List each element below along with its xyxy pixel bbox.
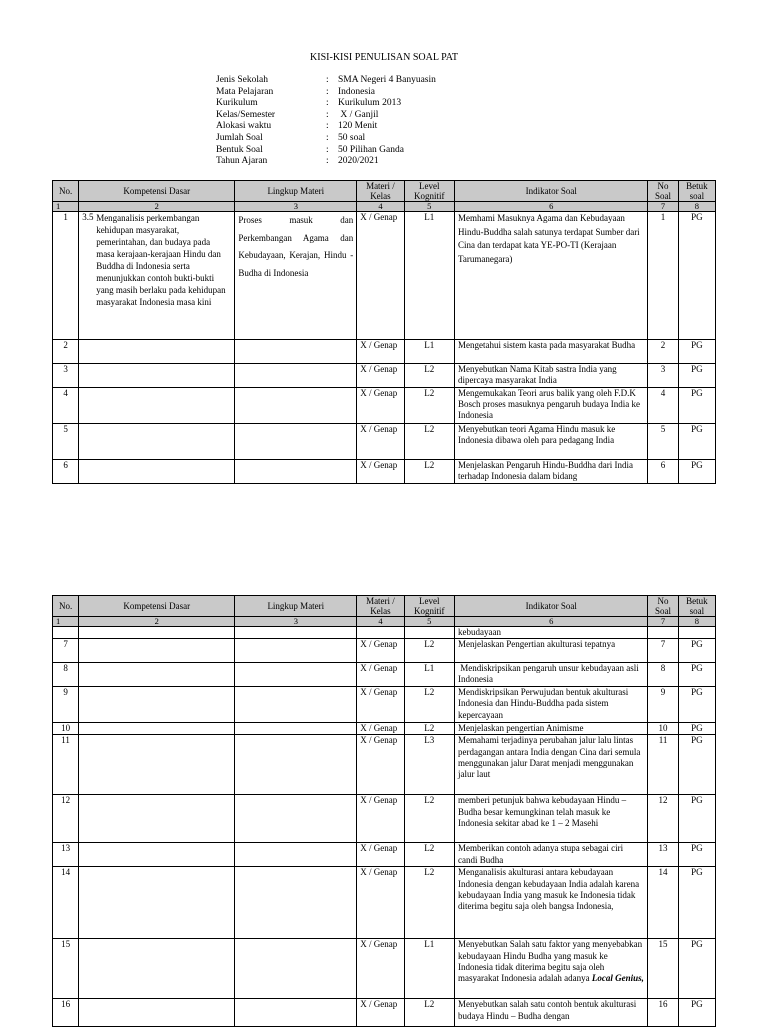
table-row xyxy=(53,687,716,723)
cell-bentuk: PG xyxy=(678,795,715,843)
cell-kompetensi-dasar xyxy=(79,364,235,388)
cell-lingkup-materi xyxy=(235,639,357,663)
cell-lingkup-materi xyxy=(235,627,357,639)
cell-no-soal: 15 xyxy=(648,939,678,999)
cell-indikator: Menyebutkan salah satu contoh bentuk akulturasi budaya Hindu – Budha dengan xyxy=(454,999,647,1027)
cell-no-soal: 9 xyxy=(648,687,678,723)
header-kompetensi-dasar: Kompetensi Dasar xyxy=(79,181,235,202)
cell-lingkup-materi xyxy=(235,843,357,867)
cell-no: 4 xyxy=(53,388,79,424)
cell-level: L1 xyxy=(404,663,454,687)
header-level-kognitif: Level Kognitif xyxy=(404,181,454,202)
cell-lingkup-materi xyxy=(235,424,357,460)
meta-label: Jumlah Soal xyxy=(216,132,263,143)
cell-bentuk: PG xyxy=(678,867,715,939)
cell-no-soal: 7 xyxy=(648,639,678,663)
cell-no: 10 xyxy=(53,723,79,735)
cell-no: 5 xyxy=(53,424,79,460)
cell-indikator: Mendiskripsikan pengaruh unsur kebudayaan asli Indonesia xyxy=(454,663,647,687)
meta-colon: : xyxy=(326,156,329,167)
cell-kelas: X / Genap xyxy=(357,424,404,460)
meta-value: Kurikulum 2013 xyxy=(338,98,402,109)
cell-indikator: Memberikan contoh adanya stupa sebagai ciri candi Budha xyxy=(454,843,647,867)
cell-indikator xyxy=(454,939,647,999)
table-row-continued xyxy=(53,627,716,639)
cell-indikator: Menjelaskan pengertian Animisme xyxy=(454,723,647,735)
cell-no: 6 xyxy=(53,460,79,484)
cell-indikator: Menyebutkan teori Agama Hindu masuk ke Indonesia dibawa oleh para pedagang India xyxy=(454,424,647,460)
cell-kelas: X / Genap xyxy=(357,364,404,388)
cell-no: 2 xyxy=(53,340,79,364)
cell-kelas: X / Genap xyxy=(357,939,404,999)
cell-level: L2 xyxy=(404,867,454,939)
cell-lingkup-materi xyxy=(235,460,357,484)
cell-no-soal: 14 xyxy=(648,867,678,939)
cell-no-soal: 3 xyxy=(648,364,678,388)
cell-indikator: Menganalisis akulturasi antara kebudayaan Indonesia dengan kebudayaan India adalah karena kebudayaan India yang masuk ke Indonesia tidak diterima begitu saja oleh bangsa Indonesia, xyxy=(454,867,647,939)
meta-row xyxy=(216,121,436,133)
table-row xyxy=(53,735,716,795)
cell-no-soal xyxy=(648,627,678,639)
cell-bentuk: PG xyxy=(678,639,715,663)
meta-colon: : xyxy=(326,75,329,85)
cell-lingkup-materi: Proses masuk dan Perkembangan Agama dan Kebudayaan, Kerajan, Hindu - Budha di Indonesia xyxy=(235,212,357,340)
cell-no-soal: 2 xyxy=(648,340,678,364)
cell-kelas: X / Genap xyxy=(357,795,404,843)
cell-level: L2 xyxy=(404,687,454,723)
cell-level: L1 xyxy=(404,939,454,999)
header-num: 5 xyxy=(404,617,454,627)
header-num: 3 xyxy=(235,202,357,212)
table-row xyxy=(53,340,716,364)
header-indikator-soal: Indikator Soal xyxy=(454,596,647,617)
meta-value: SMA Negeri 4 Banyuasin xyxy=(338,75,436,85)
header-no: No. xyxy=(53,181,79,202)
cell-kompetensi-dasar xyxy=(79,340,235,364)
cell-no: 8 xyxy=(53,663,79,687)
table-row xyxy=(53,639,716,663)
cell-indikator: Memahami terjadinya perubahan jalur lalu lintas perdagangan antara India dengan Cina dari semula menggunakan jalur Darat menjadi menggunakan jalur laut xyxy=(454,735,647,795)
header-kompetensi-dasar: Kompetensi Dasar xyxy=(79,596,235,617)
cell-bentuk: PG xyxy=(678,939,715,999)
cell-kelas: X / Genap xyxy=(357,460,404,484)
indikator-emphasis: Local Genius, xyxy=(591,973,644,984)
header-num: 2 xyxy=(79,617,235,627)
cell-level: L2 xyxy=(404,843,454,867)
meta-row xyxy=(216,156,436,168)
cell-lingkup-materi xyxy=(235,999,357,1027)
cell-bentuk: PG xyxy=(678,735,715,795)
cell-kelas: X / Genap xyxy=(357,687,404,723)
header-num: 3 xyxy=(235,617,357,627)
table-row xyxy=(53,364,716,388)
kd-text: Menganalisis perkembangan kehidupan masyarakat, pemerintahan, dan budaya pada masa kerajaan-kerajaan Hindu dan Buddha di Indonesia serta menunjukkan contoh bukti-bukti yang masih berlaku pada kehidupan masyarakat Indonesia masa kini xyxy=(96,213,226,307)
cell-bentuk: PG xyxy=(678,723,715,735)
cell-no: 16 xyxy=(53,999,79,1027)
page-title: KISI-KISI PENULISAN SOAL PAT xyxy=(310,52,458,63)
cell-level: L1 xyxy=(404,340,454,364)
table-row xyxy=(53,212,716,340)
cell-level: L2 xyxy=(404,795,454,843)
cell-level: L2 xyxy=(404,460,454,484)
header-indikator-soal: Indikator Soal xyxy=(454,181,647,202)
document-meta xyxy=(216,75,436,168)
cell-no-soal: 6 xyxy=(648,460,678,484)
kisi-table-page-1 xyxy=(52,180,716,484)
header-level-kognitif: Level Kognitif xyxy=(404,596,454,617)
cell-no: 3 xyxy=(53,364,79,388)
cell-bentuk: PG xyxy=(678,663,715,687)
header-num: 5 xyxy=(404,202,454,212)
header-bentuk-soal: Betuk soal xyxy=(678,596,715,617)
meta-row xyxy=(216,87,436,99)
header-materi-kelas: Materi / Kelas xyxy=(357,596,404,617)
cell-no xyxy=(53,627,79,639)
header-num: 1 xyxy=(53,617,79,627)
meta-row xyxy=(216,133,436,145)
cell-kelas: X / Genap xyxy=(357,999,404,1027)
meta-label: Mata Pelajaran xyxy=(216,86,274,97)
meta-value: X / Ganjil xyxy=(338,109,379,120)
meta-colon: : xyxy=(326,98,329,109)
cell-kompetensi-dasar xyxy=(79,627,235,639)
cell-bentuk: PG xyxy=(678,424,715,460)
cell-no: 1 xyxy=(53,212,79,340)
cell-no-soal: 1 xyxy=(648,212,678,340)
cell-level: L2 xyxy=(404,364,454,388)
table-row xyxy=(53,388,716,424)
header-lingkup-materi: Lingkup Materi xyxy=(235,181,357,202)
cell-kelas: X / Genap xyxy=(357,735,404,795)
header-num: 1 xyxy=(53,202,79,212)
table-row xyxy=(53,999,716,1027)
table-row xyxy=(53,460,716,484)
cell-no-soal: 11 xyxy=(648,735,678,795)
header-num: 2 xyxy=(79,202,235,212)
header-no-soal: No Soal xyxy=(648,596,678,617)
cell-kompetensi-dasar xyxy=(79,999,235,1027)
meta-value: 2020/2021 xyxy=(338,156,379,167)
meta-colon: : xyxy=(326,86,329,97)
kd-number: 3.5 xyxy=(82,212,94,222)
cell-level: L1 xyxy=(404,212,454,340)
cell-bentuk: PG xyxy=(678,460,715,484)
cell-lingkup-materi xyxy=(235,795,357,843)
cell-lingkup-materi xyxy=(235,388,357,424)
cell-no: 14 xyxy=(53,867,79,939)
cell-level: L2 xyxy=(404,639,454,663)
cell-no: 13 xyxy=(53,843,79,867)
meta-row xyxy=(216,75,436,87)
cell-bentuk: PG xyxy=(678,687,715,723)
meta-value: 50 Pilihan Ganda xyxy=(338,144,404,155)
meta-row xyxy=(216,145,436,157)
cell-level: L2 xyxy=(404,999,454,1027)
meta-label: Kurikulum xyxy=(216,98,258,109)
cell-bentuk xyxy=(678,627,715,639)
meta-label: Bentuk Soal xyxy=(216,144,263,155)
table-row xyxy=(53,663,716,687)
table-row xyxy=(53,867,716,939)
cell-no-soal: 5 xyxy=(648,424,678,460)
cell-kompetensi-dasar xyxy=(79,735,235,795)
cell-indikator: Mendiskripsikan Perwujudan bentuk akulturasi Indonesia dan Hindu-Buddha pada sistem kepercayaan xyxy=(454,687,647,723)
header-num: 6 xyxy=(454,617,647,627)
table-row xyxy=(53,424,716,460)
cell-indikator: Menjelaskan Pengaruh Hindu-Buddha dari India terhadap Indonesia dalam bidang xyxy=(454,460,647,484)
cell-indikator: Menyebutkan Nama Kitab sastra India yang dipercaya masyarakat India xyxy=(454,364,647,388)
meta-colon: : xyxy=(326,121,329,132)
cell-no: 12 xyxy=(53,795,79,843)
cell-no-soal: 13 xyxy=(648,843,678,867)
cell-kelas: X / Genap xyxy=(357,388,404,424)
cell-level: L3 xyxy=(404,735,454,795)
cell-bentuk: PG xyxy=(678,843,715,867)
header-num: 7 xyxy=(648,617,678,627)
cell-kelas: X / Genap xyxy=(357,340,404,364)
cell-kelas xyxy=(357,627,404,639)
cell-kompetensi-dasar xyxy=(79,388,235,424)
meta-label: Kelas/Semester xyxy=(216,109,276,120)
cell-lingkup-materi xyxy=(235,723,357,735)
cell-lingkup-materi xyxy=(235,939,357,999)
cell-kompetensi-dasar xyxy=(79,460,235,484)
cell-no-soal: 10 xyxy=(648,723,678,735)
header-materi-kelas: Materi / Kelas xyxy=(357,181,404,202)
header-num: 7 xyxy=(648,202,678,212)
cell-kompetensi-dasar xyxy=(79,795,235,843)
cell-no-soal: 8 xyxy=(648,663,678,687)
meta-label: Tahun Ajaran xyxy=(216,156,268,167)
header-num: 4 xyxy=(357,617,404,627)
kisi-table-page-2 xyxy=(52,595,716,1027)
meta-row xyxy=(216,98,436,110)
cell-no: 11 xyxy=(53,735,79,795)
meta-colon: : xyxy=(326,132,329,143)
cell-kompetensi-dasar xyxy=(79,663,235,687)
cell-kompetensi-dasar xyxy=(79,687,235,723)
header-lingkup-materi: Lingkup Materi xyxy=(235,596,357,617)
cell-kompetensi-dasar xyxy=(79,939,235,999)
cell-no: 15 xyxy=(53,939,79,999)
cell-bentuk: PG xyxy=(678,388,715,424)
cell-no: 9 xyxy=(53,687,79,723)
meta-colon: : xyxy=(326,144,329,155)
cell-lingkup-materi xyxy=(235,687,357,723)
table-row xyxy=(53,843,716,867)
cell-indikator: Menjelaskan Pengertian akulturasi tepatnya xyxy=(454,639,647,663)
cell-bentuk: PG xyxy=(678,364,715,388)
cell-no-soal: 4 xyxy=(648,388,678,424)
cell-bentuk: PG xyxy=(678,212,715,340)
cell-bentuk: PG xyxy=(678,999,715,1027)
cell-kelas: X / Genap xyxy=(357,639,404,663)
header-num: 8 xyxy=(678,202,715,212)
cell-no: 7 xyxy=(53,639,79,663)
cell-indikator: Mengemukakan Teori arus balik yang oleh F.D.K Bosch proses masuknya pengaruh budaya India ke Indonesia xyxy=(454,388,647,424)
cell-kompetensi-dasar xyxy=(79,639,235,663)
meta-value: 120 Menit xyxy=(338,121,378,132)
meta-colon: : xyxy=(326,109,329,120)
cell-kelas: X / Genap xyxy=(357,723,404,735)
header-no-soal: No Soal xyxy=(648,181,678,202)
header-num: 4 xyxy=(357,202,404,212)
header-bentuk-soal: Betuk soal xyxy=(678,181,715,202)
cell-no-soal: 16 xyxy=(648,999,678,1027)
cell-kelas: X / Genap xyxy=(357,867,404,939)
cell-no-soal: 12 xyxy=(648,795,678,843)
cell-lingkup-materi xyxy=(235,735,357,795)
cell-kelas: X / Genap xyxy=(357,663,404,687)
cell-level: L2 xyxy=(404,723,454,735)
table-row xyxy=(53,723,716,735)
meta-value: Indonesia xyxy=(338,86,375,97)
cell-kompetensi-dasar xyxy=(79,212,235,340)
header-num: 6 xyxy=(454,202,647,212)
cell-indikator: Memhami Masuknya Agama dan Kebudayaan Hindu-Buddha salah satunya terdapat Sumber dari Cina dan terdapat kata YE-PO-TI (Kerajaan Tarumanegara) xyxy=(454,212,647,340)
meta-label: Alokasi waktu xyxy=(216,121,272,132)
cell-lingkup-materi xyxy=(235,867,357,939)
cell-level: L2 xyxy=(404,424,454,460)
cell-kelas: X / Genap xyxy=(357,843,404,867)
cell-bentuk: PG xyxy=(678,340,715,364)
indikator-text: Menyebutkan Salah satu faktor yang menyebabkan kebudayaan Hindu Budha yang masuk ke Indonesia tidak diterima begitu saja oleh masyarakat Indonesia adalah adanya xyxy=(457,939,643,984)
meta-value: 50 soal xyxy=(338,132,366,143)
cell-kelas: X / Genap xyxy=(357,212,404,340)
cell-lingkup-materi xyxy=(235,340,357,364)
cell-lingkup-materi xyxy=(235,663,357,687)
cell-kompetensi-dasar xyxy=(79,424,235,460)
cell-lingkup-materi xyxy=(235,364,357,388)
cell-indikator: Mengetahui sistem kasta pada masyarakat Budha xyxy=(454,340,647,364)
cell-level xyxy=(404,627,454,639)
header-num: 8 xyxy=(678,617,715,627)
cell-level: L2 xyxy=(404,388,454,424)
meta-row xyxy=(216,110,436,122)
cell-kompetensi-dasar xyxy=(79,843,235,867)
cell-indikator: kebudayaan xyxy=(454,627,647,639)
header-no: No. xyxy=(53,596,79,617)
cell-kompetensi-dasar xyxy=(79,723,235,735)
table-row xyxy=(53,939,716,999)
cell-kompetensi-dasar xyxy=(79,867,235,939)
table-row xyxy=(53,795,716,843)
cell-indikator: memberi petunjuk bahwa kebudayaan Hindu – Budha besar kemungkinan telah masuk ke Indonesia sekitar abad ke 1 – 2 Masehi xyxy=(454,795,647,843)
meta-label: Jenis Sekolah xyxy=(216,75,268,85)
